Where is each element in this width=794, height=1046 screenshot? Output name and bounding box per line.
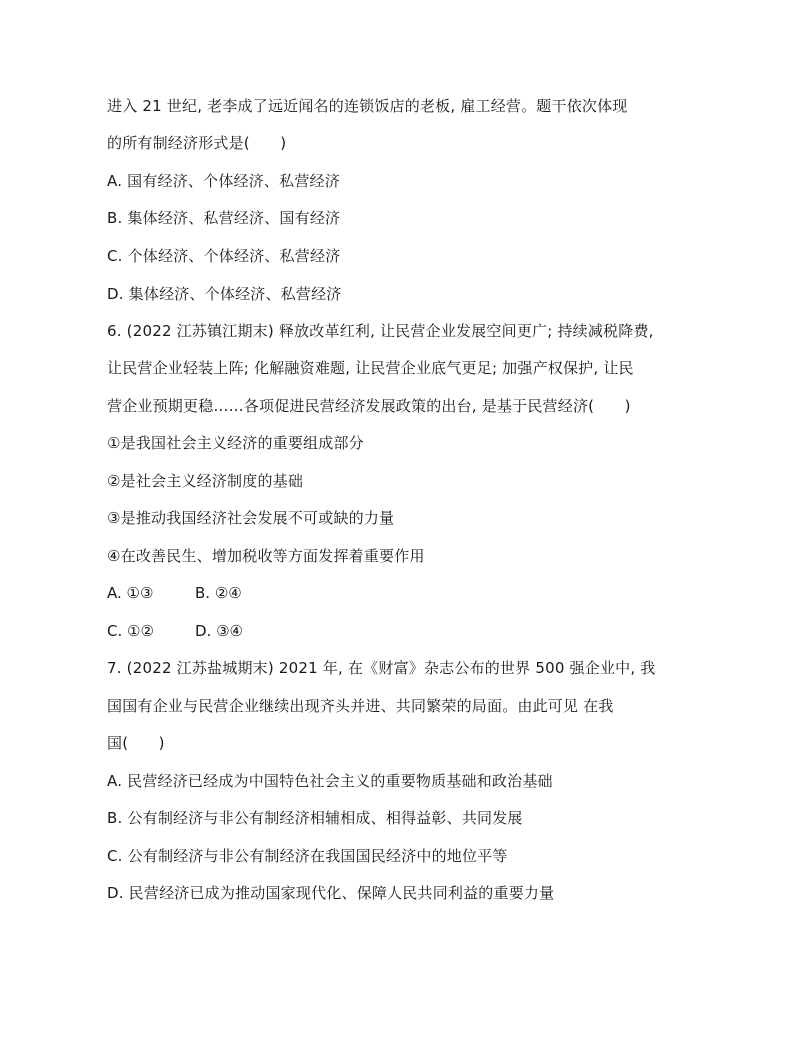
q7-stem-line-1: 7. (2022 江苏盐城期末) 2021 年, 在《财富》杂志公布的世界 500 强企业中, 我 [107, 659, 656, 677]
q7-stem-line-2: 国国有企业与民营企业继续出现齐头并进、共同繁荣的局面。由此可见 在我 [107, 697, 614, 715]
q6-statement-2: ②是社会主义经济制度的基础 [107, 472, 304, 490]
q7-option-d: D. 民营经济已成为推动国家现代化、保障人民共同利益的重要力量 [107, 884, 555, 902]
q7-stem-line-3: 国( ) [107, 734, 165, 752]
q6-option-b: B. ②④ [195, 584, 242, 602]
q5-option-a: A. 国有经济、个体经济、私营经济 [107, 172, 340, 190]
q5-option-b: B. 集体经济、私营经济、国有经济 [107, 209, 341, 227]
q6-stem-line-2: 让民营企业轻装上阵; 化解融资难题, 让民营企业底气更足; 加强产权保护, 让民 [107, 359, 634, 377]
q5-option-d: D. 集体经济、个体经济、私营经济 [107, 285, 342, 303]
q7-option-a: A. 民营经济已经成为中国特色社会主义的重要物质基础和政治基础 [107, 772, 553, 790]
q6-statement-1: ①是我国社会主义经济的重要组成部分 [107, 434, 364, 452]
q6-option-c: C. ①② [107, 622, 154, 640]
q6-statement-4: ④在改善民生、增加税收等方面发挥着重要作用 [107, 547, 425, 565]
q7-option-c: C. 公有制经济与非公有制经济在我国国民经济中的地位平等 [107, 847, 508, 865]
q5-stem-line-1: 进入 21 世纪, 老李成了远近闻名的连锁饭店的老板, 雇工经营。题干依次体现 [107, 97, 628, 115]
q6-option-d: D. ③④ [195, 622, 243, 640]
q7-option-b: B. 公有制经济与非公有制经济相辅相成、相得益彰、共同发展 [107, 809, 523, 827]
q6-options-row-1 [107, 583, 242, 603]
q5-option-c: C. 个体经济、个体经济、私营经济 [107, 247, 341, 265]
q6-options-row-2 [107, 621, 243, 641]
q6-stem-line-3: 营企业预期更稳……各项促进民营经济发展政策的出台, 是基于民营经济( ) [107, 397, 631, 415]
q5-stem-line-2: 的所有制经济形式是( ) [107, 134, 287, 152]
q6-option-a: A. ①③ [107, 584, 154, 602]
q6-stem-line-1: 6. (2022 江苏镇江期末) 释放改革红利, 让民营企业发展空间更广; 持续减税降费, [107, 322, 654, 340]
q6-statement-3: ③是推动我国经济社会发展不可或缺的力量 [107, 509, 395, 527]
